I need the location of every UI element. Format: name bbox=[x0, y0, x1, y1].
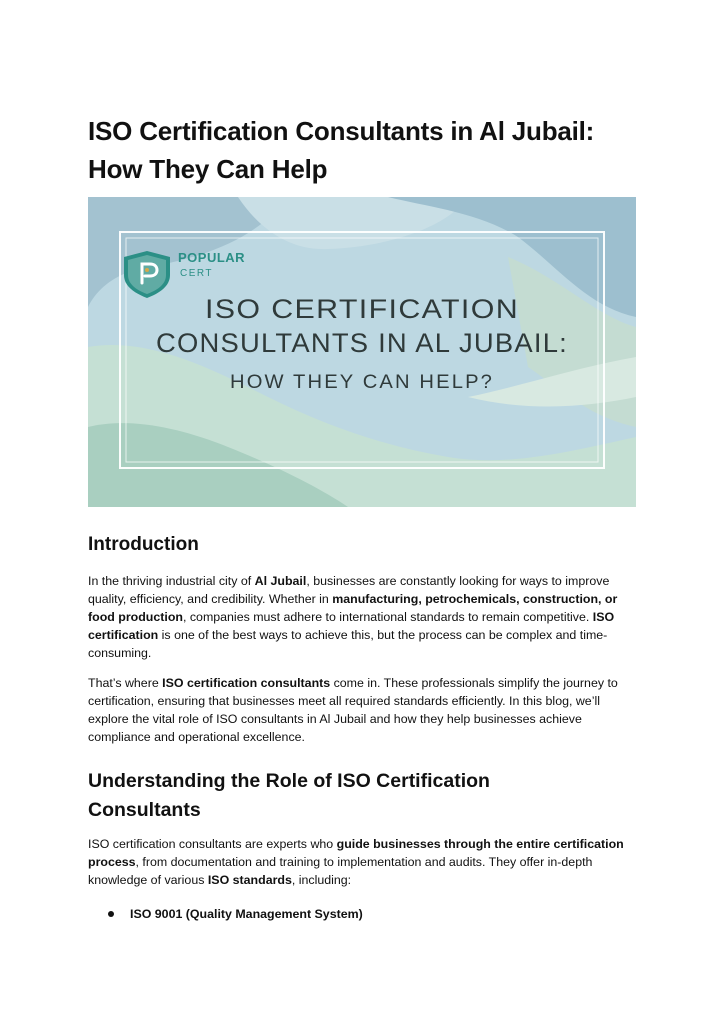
bullet-icon bbox=[108, 911, 114, 917]
role-paragraph-1: ISO certification consultants are experts who guide businesses through the entire certification process, from documentation and training to implementation and audits. They offer in-depth knowledge of various ISO standards, including: bbox=[88, 837, 624, 887]
intro-paragraph-1: In the thriving industrial city of Al Jubail, businesses are constantly looking for ways to improve quality, efficiency, and credibility. Whether in manufacturing, petrochemicals, construction, or food production, companies must adhere to international standards to remain competitive. ISO certification is one of the best ways to achieve this, but the process can be complex and time-consuming. bbox=[88, 574, 618, 660]
iso-standards-list bbox=[108, 905, 363, 923]
hero-headline-line1: ISO CERTIFICATION bbox=[205, 294, 519, 324]
intro-paragraph-2: That’s where ISO certification consultants come in. These professionals simplify the journey to certification, ensuring that businesses meet all required standards efficiently. In this blog, we’ll explore the vital role of ISO consultants in Al Jubail and how they help businesses achieve compliance and operational excellence. bbox=[88, 676, 618, 744]
logo-brand-top: POPULAR bbox=[178, 250, 246, 265]
page-title: ISO Certification Consultants in Al Jubail: How They Can Help bbox=[88, 116, 595, 184]
introduction-heading: Introduction bbox=[88, 534, 199, 555]
list-item: ISO 9001 (Quality Management System) bbox=[108, 905, 363, 923]
hero-subline: HOW THEY CAN HELP? bbox=[230, 372, 494, 393]
logo-brand-bottom: CERT bbox=[180, 268, 214, 279]
hero-banner-image bbox=[88, 197, 636, 507]
role-heading: Understanding the Role of ISO Certification Consultants bbox=[88, 770, 490, 821]
hero-banner-graphic bbox=[88, 197, 636, 507]
hero-headline-line2: CONSULTANTS IN AL JUBAIL: bbox=[156, 328, 568, 358]
